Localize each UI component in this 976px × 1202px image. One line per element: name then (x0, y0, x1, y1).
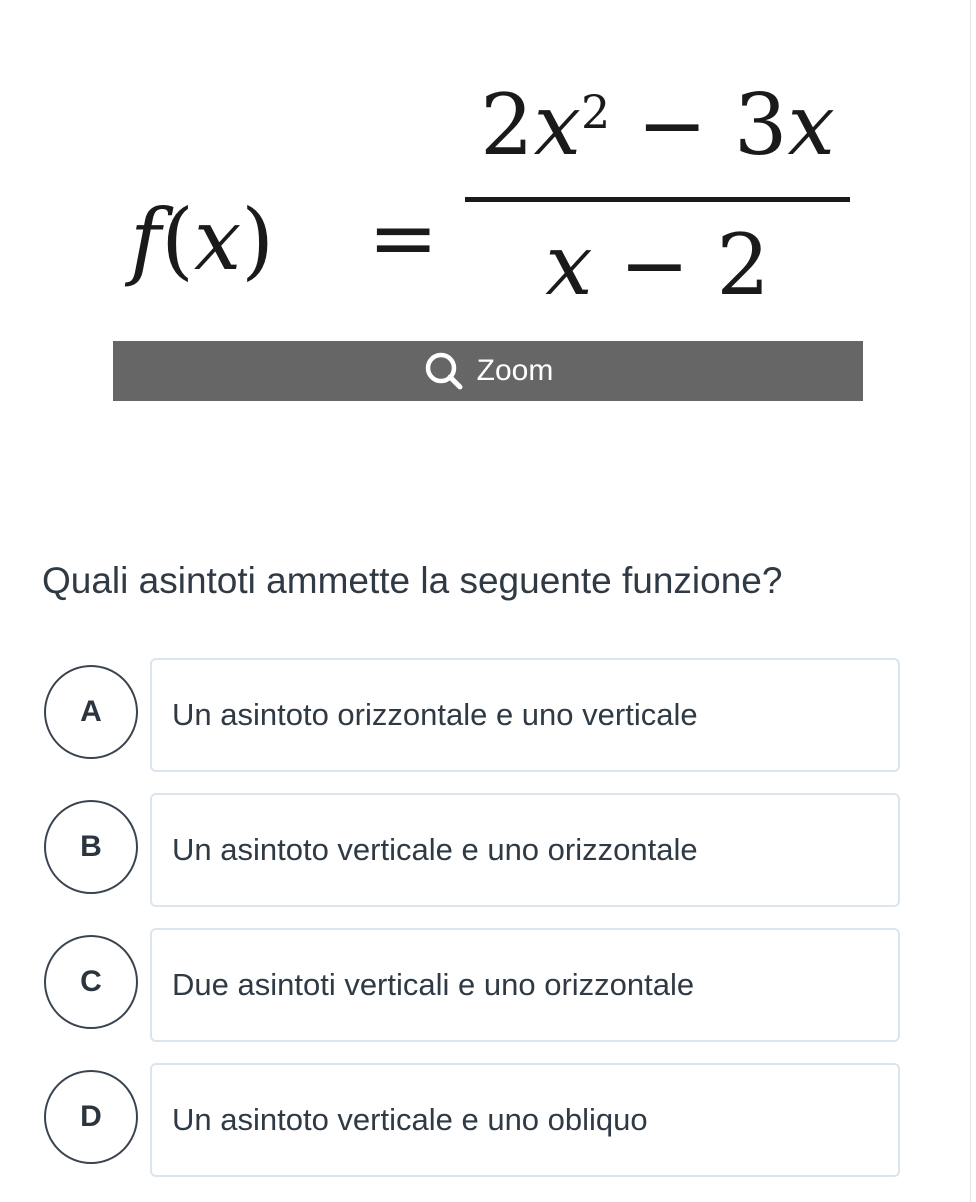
formula-close-paren: ) (241, 191, 275, 289)
formula-open-paren: ( (161, 191, 194, 289)
numerator-variable-2: x (787, 76, 835, 174)
numerator-coefficient: 2 (480, 76, 534, 174)
numerator-variable: x (533, 76, 581, 174)
numerator-exponent: 2 (580, 85, 611, 139)
zoom-button[interactable] (113, 341, 863, 401)
function-formula (130, 60, 850, 330)
page-edge-divider (970, 0, 971, 1202)
option-letter-badge[interactable]: A (44, 665, 138, 759)
option-letter-badge[interactable]: B (44, 800, 138, 894)
option-b[interactable] (44, 793, 900, 907)
formula-lhs (130, 190, 274, 290)
option-answer-text[interactable]: Due asintoti verticali e uno orizzontale (150, 928, 900, 1042)
denominator-variable: x (545, 216, 593, 314)
option-answer-text[interactable]: Un asintoto verticale e uno orizzontale (150, 793, 900, 907)
option-letter-badge[interactable]: C (44, 935, 138, 1029)
denominator-minus-term: − 2 (592, 216, 770, 314)
formula-func-name: f (130, 191, 162, 289)
option-a[interactable] (44, 658, 900, 772)
numerator-minus-term: − 3 (610, 76, 788, 174)
option-answer-text[interactable]: Un asintoto verticale e uno obliquo (150, 1063, 900, 1177)
option-c[interactable] (44, 928, 900, 1042)
question-text: Quali asintoti ammette la seguente funzione? (42, 560, 783, 601)
search-icon (423, 351, 467, 391)
option-letter-badge[interactable]: D (44, 1070, 138, 1164)
formula-lhs-variable: x (193, 191, 242, 289)
option-d[interactable] (44, 1063, 900, 1177)
zoom-label: Zoom (476, 354, 554, 387)
formula-numerator (465, 60, 850, 190)
fraction-bar (465, 197, 850, 202)
formula-equals: = (368, 189, 439, 287)
option-answer-text[interactable]: Un asintoto orizzontale e uno verticale (150, 658, 900, 772)
formula-denominator (465, 210, 850, 320)
